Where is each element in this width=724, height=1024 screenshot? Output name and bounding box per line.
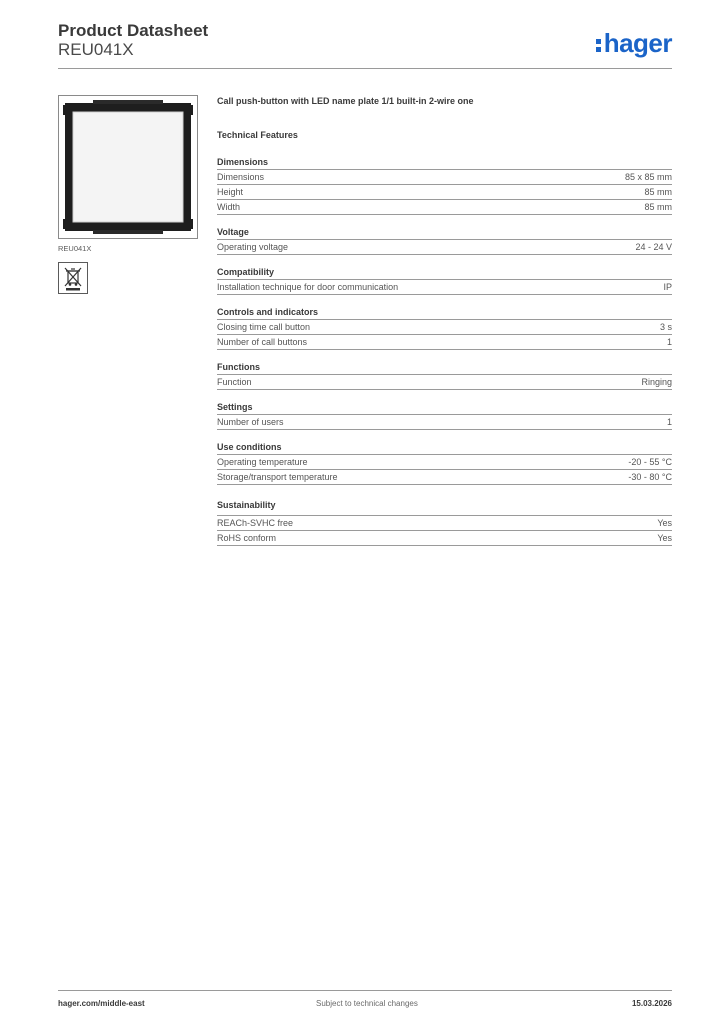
section-sustainability [217, 499, 672, 546]
spec-content [217, 96, 672, 546]
spec-label: Number of users [217, 417, 284, 427]
header-divider [58, 68, 672, 69]
section-title: Dimensions [217, 156, 672, 170]
spec-row [217, 200, 672, 215]
logo-colon-mark [596, 37, 602, 53]
spec-value: 85 mm [644, 202, 672, 212]
spec-row [217, 335, 672, 350]
spec-value: Yes [657, 518, 672, 528]
section-title: Use conditions [217, 441, 672, 455]
spec-value: 24 - 24 V [635, 242, 672, 252]
section-voltage [217, 226, 672, 255]
spec-label: Number of call buttons [217, 337, 308, 347]
product-image [58, 95, 198, 239]
spec-row [217, 185, 672, 200]
spec-label: Width [217, 202, 241, 212]
spec-row [217, 240, 672, 255]
section-controls-indicators [217, 306, 672, 350]
spec-row [217, 280, 672, 295]
spec-row [217, 515, 672, 531]
spec-label: Dimensions [217, 172, 265, 182]
logo-text: hager [603, 28, 672, 58]
spec-row [217, 531, 672, 546]
footer-divider [58, 990, 672, 991]
spec-row [217, 470, 672, 485]
section-title: Controls and indicators [217, 306, 672, 320]
spec-row [217, 375, 672, 390]
spec-value: 85 x 85 mm [624, 172, 672, 182]
section-functions [217, 361, 672, 390]
section-title: Voltage [217, 226, 672, 240]
spec-label: Height [217, 187, 244, 197]
spec-value: IP [663, 282, 672, 292]
spec-row [217, 455, 672, 470]
spec-label: Function [217, 377, 252, 387]
spec-row [217, 415, 672, 430]
section-dimensions [217, 156, 672, 215]
section-settings [217, 401, 672, 430]
spec-label: Storage/transport temperature [217, 472, 338, 482]
product-description: Call push-button with LED name plate 1/1 built-in 2-wire one [217, 96, 474, 106]
spec-label: Operating voltage [217, 242, 289, 252]
spec-label: Closing time call button [217, 322, 311, 332]
image-caption: REU041X [58, 244, 92, 253]
spec-value: Ringing [641, 377, 672, 387]
hager-logo [596, 28, 672, 59]
page-title: Product Datasheet [58, 21, 209, 40]
spec-row [217, 170, 672, 185]
product-code: REU041X [58, 40, 134, 59]
spec-value: 3 s [659, 322, 672, 332]
section-compatibility [217, 266, 672, 295]
spec-row [217, 320, 672, 335]
section-title: Compatibility [217, 266, 672, 280]
footer-notice: Subject to technical changes [316, 999, 418, 1008]
spec-label: Installation technique for door communication [217, 282, 399, 292]
section-title: Settings [217, 401, 672, 415]
spec-label: Operating temperature [217, 457, 308, 467]
spec-value: 1 [666, 417, 672, 427]
spec-value: -30 - 80 °C [628, 472, 672, 482]
spec-value: 85 mm [644, 187, 672, 197]
footer-website-link[interactable]: hager.com/middle-east [58, 999, 145, 1008]
push-button-illustration [59, 96, 197, 238]
section-use-conditions [217, 441, 672, 485]
spec-label: RoHS conform [217, 533, 277, 543]
spec-label: REACh-SVHC free [217, 518, 294, 528]
spec-value: Yes [657, 533, 672, 543]
crossed-out-wheelie-bin-icon [58, 262, 88, 294]
section-title: Sustainability [217, 500, 276, 510]
footer-date: 15.03.2026 [631, 999, 672, 1008]
spec-value: -20 - 55 °C [628, 457, 672, 467]
section-title: Functions [217, 361, 672, 375]
spec-value: 1 [666, 337, 672, 347]
technical-features-heading: Technical Features [217, 130, 298, 140]
